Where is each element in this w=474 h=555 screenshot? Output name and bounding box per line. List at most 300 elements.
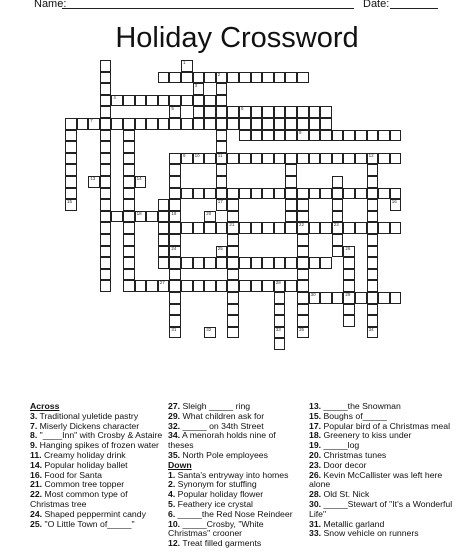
grid-cell[interactable] <box>216 222 228 234</box>
grid-cell[interactable] <box>309 222 321 234</box>
grid-cell[interactable] <box>367 234 379 246</box>
grid-cell[interactable] <box>274 188 286 200</box>
grid-cell[interactable] <box>111 95 123 107</box>
grid-cell[interactable] <box>158 246 170 258</box>
grid-cell[interactable] <box>367 130 379 142</box>
grid-cell[interactable] <box>227 153 239 165</box>
grid-cell[interactable] <box>100 176 112 188</box>
grid-cell[interactable] <box>169 292 181 304</box>
grid-cell[interactable] <box>274 257 286 269</box>
grid-cell[interactable] <box>262 222 274 234</box>
grid-cell[interactable] <box>100 153 112 165</box>
grid-cell[interactable] <box>123 176 135 188</box>
grid-cell[interactable] <box>274 106 286 118</box>
grid-cell[interactable] <box>378 153 390 165</box>
grid-cell[interactable] <box>123 222 135 234</box>
grid-cell[interactable] <box>123 257 135 269</box>
grid-cell[interactable] <box>251 130 263 142</box>
grid-cell[interactable] <box>239 257 251 269</box>
grid-cell[interactable] <box>285 222 297 234</box>
grid-cell[interactable] <box>100 234 112 246</box>
grid-cell[interactable] <box>65 176 77 188</box>
grid-cell[interactable] <box>297 222 309 234</box>
grid-cell[interactable] <box>320 257 332 269</box>
grid-cell[interactable] <box>169 188 181 200</box>
grid-cell[interactable] <box>297 327 309 339</box>
grid-cell[interactable] <box>169 246 181 258</box>
grid-cell[interactable] <box>367 257 379 269</box>
grid-cell[interactable] <box>343 315 355 327</box>
grid-cell[interactable] <box>285 153 297 165</box>
grid-cell[interactable] <box>169 280 181 292</box>
grid-cell[interactable] <box>100 118 112 130</box>
grid-cell[interactable] <box>274 292 286 304</box>
grid-cell[interactable] <box>367 246 379 258</box>
grid-cell[interactable] <box>123 153 135 165</box>
grid-cell[interactable] <box>204 211 216 223</box>
grid-cell[interactable] <box>320 153 332 165</box>
grid-cell[interactable] <box>227 269 239 281</box>
grid-cell[interactable] <box>158 199 170 211</box>
grid-cell[interactable] <box>193 118 205 130</box>
grid-cell[interactable] <box>332 246 344 258</box>
grid-cell[interactable] <box>181 257 193 269</box>
across-clue-list <box>30 412 165 530</box>
grid-cell[interactable] <box>367 153 379 165</box>
grid-cell[interactable] <box>297 280 309 292</box>
grid-cell[interactable] <box>343 304 355 316</box>
grid-cell[interactable] <box>297 130 309 142</box>
grid-cell[interactable] <box>169 211 181 223</box>
grid-cell[interactable] <box>193 83 205 95</box>
grid-cell[interactable] <box>297 234 309 246</box>
grid-cell[interactable] <box>367 211 379 223</box>
clue-item-number: 4. <box>168 489 176 500</box>
grid-cell[interactable] <box>355 188 367 200</box>
grid-cell[interactable] <box>227 106 239 118</box>
grid-cell[interactable] <box>204 257 216 269</box>
grid-cell[interactable] <box>332 222 344 234</box>
grid-cell[interactable] <box>193 153 205 165</box>
grid-cell[interactable] <box>169 315 181 327</box>
grid-cell[interactable] <box>100 130 112 142</box>
grid-cell[interactable] <box>320 188 332 200</box>
grid-cell[interactable] <box>239 188 251 200</box>
grid-cell[interactable] <box>123 164 135 176</box>
grid-cell[interactable] <box>100 269 112 281</box>
grid-cell[interactable] <box>332 211 344 223</box>
grid-cell[interactable] <box>65 164 77 176</box>
grid-cell[interactable] <box>181 72 193 84</box>
grid-cell[interactable] <box>367 292 379 304</box>
grid-cell[interactable] <box>100 199 112 211</box>
grid-cell[interactable] <box>309 130 321 142</box>
grid-cell[interactable] <box>285 211 297 223</box>
grid-cell[interactable] <box>251 188 263 200</box>
grid-cell[interactable] <box>355 130 367 142</box>
grid-cell[interactable] <box>262 72 274 84</box>
grid-cell[interactable] <box>100 72 112 84</box>
grid-cell[interactable] <box>378 292 390 304</box>
grid-cell[interactable] <box>343 257 355 269</box>
grid-cell[interactable] <box>216 141 228 153</box>
grid-cell[interactable] <box>123 141 135 153</box>
grid-cell[interactable] <box>390 292 402 304</box>
grid-cell[interactable] <box>169 199 181 211</box>
grid-cell[interactable] <box>204 118 216 130</box>
grid-cell[interactable] <box>158 222 170 234</box>
grid-cell[interactable] <box>320 118 332 130</box>
grid-cell[interactable] <box>111 118 123 130</box>
grid-cell[interactable] <box>100 164 112 176</box>
grid-cell[interactable] <box>332 130 344 142</box>
grid-cell[interactable] <box>111 211 123 223</box>
grid-cell[interactable] <box>297 246 309 258</box>
grid-cell[interactable] <box>169 327 181 339</box>
grid-cell[interactable] <box>181 95 193 107</box>
grid-cell[interactable] <box>193 72 205 84</box>
grid-cell[interactable] <box>239 280 251 292</box>
grid-cell[interactable] <box>169 176 181 188</box>
grid-cell[interactable] <box>239 222 251 234</box>
grid-cell[interactable] <box>169 72 181 84</box>
grid-cell[interactable] <box>123 95 135 107</box>
grid-cell[interactable] <box>169 106 181 118</box>
grid-cell[interactable] <box>274 72 286 84</box>
grid-cell[interactable] <box>135 176 147 188</box>
grid-cell[interactable] <box>367 164 379 176</box>
grid-cell[interactable] <box>343 188 355 200</box>
grid-cell[interactable] <box>239 106 251 118</box>
grid-cell[interactable] <box>227 280 239 292</box>
grid-cell[interactable] <box>181 118 193 130</box>
grid-cell[interactable] <box>181 222 193 234</box>
grid-cell[interactable] <box>216 95 228 107</box>
grid-cell[interactable] <box>146 280 158 292</box>
grid-cell[interactable] <box>367 222 379 234</box>
grid-cell[interactable] <box>309 188 321 200</box>
grid-cell[interactable] <box>123 280 135 292</box>
clue-item-number: 17. <box>309 420 322 431</box>
grid-cell[interactable] <box>169 118 181 130</box>
grid-cell[interactable] <box>390 130 402 142</box>
grid-cell[interactable] <box>355 292 367 304</box>
grid-cell[interactable] <box>123 234 135 246</box>
grid-cell[interactable] <box>320 222 332 234</box>
grid-cell[interactable] <box>262 188 274 200</box>
grid-cell[interactable] <box>227 234 239 246</box>
grid-cell[interactable] <box>297 257 309 269</box>
grid-cell[interactable] <box>135 95 147 107</box>
grid-cell[interactable] <box>204 72 216 84</box>
grid-cell[interactable] <box>227 211 239 223</box>
grid-cell[interactable] <box>274 338 286 350</box>
grid-cell[interactable] <box>135 118 147 130</box>
grid-cell[interactable] <box>297 269 309 281</box>
grid-cell[interactable] <box>204 280 216 292</box>
grid-cell[interactable] <box>169 269 181 281</box>
grid-cell[interactable] <box>332 234 344 246</box>
grid-cell[interactable] <box>285 257 297 269</box>
grid-cell[interactable] <box>216 72 228 84</box>
grid-cell[interactable] <box>65 153 77 165</box>
grid-cell[interactable] <box>251 72 263 84</box>
grid-cell[interactable] <box>262 257 274 269</box>
grid-cell[interactable] <box>227 118 239 130</box>
grid-cell[interactable] <box>251 106 263 118</box>
grid-cell[interactable] <box>158 257 170 269</box>
grid-cell[interactable] <box>181 280 193 292</box>
grid-cell[interactable] <box>216 164 228 176</box>
grid-cell[interactable] <box>146 118 158 130</box>
grid-cell[interactable] <box>65 188 77 200</box>
grid-cell[interactable] <box>204 106 216 118</box>
grid-cell[interactable] <box>297 292 309 304</box>
grid-cell[interactable] <box>193 188 205 200</box>
grid-cell[interactable] <box>123 246 135 258</box>
grid-cell[interactable] <box>309 106 321 118</box>
grid-cell[interactable] <box>193 222 205 234</box>
grid-cell[interactable] <box>216 257 228 269</box>
grid-cell[interactable] <box>332 188 344 200</box>
grid-cell[interactable] <box>285 176 297 188</box>
grid-cell[interactable] <box>204 153 216 165</box>
grid-cell[interactable] <box>367 327 379 339</box>
grid-cell[interactable] <box>297 199 309 211</box>
grid-cell[interactable] <box>216 188 228 200</box>
grid-cell[interactable] <box>274 315 286 327</box>
grid-cell[interactable] <box>65 141 77 153</box>
grid-cell[interactable] <box>251 257 263 269</box>
grid-cell[interactable] <box>390 188 402 200</box>
grid-cell[interactable] <box>65 130 77 142</box>
grid-cell[interactable] <box>193 280 205 292</box>
grid-cell[interactable] <box>390 199 402 211</box>
grid-cell[interactable] <box>100 257 112 269</box>
grid-cell[interactable] <box>390 153 402 165</box>
grid-cell[interactable] <box>309 292 321 304</box>
grid-cell[interactable] <box>227 304 239 316</box>
grid-cell[interactable] <box>378 222 390 234</box>
grid-cell[interactable] <box>100 222 112 234</box>
grid-cell[interactable] <box>378 188 390 200</box>
grid-cell[interactable] <box>332 199 344 211</box>
grid-cell[interactable] <box>309 118 321 130</box>
grid-cell[interactable] <box>309 153 321 165</box>
grid-cell[interactable] <box>227 257 239 269</box>
grid-cell[interactable] <box>204 188 216 200</box>
grid-cell[interactable] <box>169 164 181 176</box>
grid-cell[interactable] <box>123 269 135 281</box>
grid-cell[interactable] <box>204 222 216 234</box>
grid-cell[interactable] <box>297 188 309 200</box>
grid-cell[interactable] <box>297 315 309 327</box>
grid-cell[interactable] <box>158 95 170 107</box>
grid-cell[interactable] <box>274 130 286 142</box>
grid-cell[interactable] <box>332 292 344 304</box>
grid-cell[interactable] <box>297 304 309 316</box>
grid-cell[interactable] <box>65 199 77 211</box>
grid-cell[interactable] <box>193 106 205 118</box>
grid-cell[interactable] <box>251 118 263 130</box>
grid-cell[interactable] <box>181 153 193 165</box>
grid-cell[interactable] <box>169 95 181 107</box>
grid-cell[interactable] <box>320 106 332 118</box>
grid-cell[interactable] <box>297 211 309 223</box>
grid-cell[interactable] <box>158 118 170 130</box>
grid-cell[interactable] <box>169 222 181 234</box>
grid-cell[interactable] <box>100 60 112 72</box>
grid-cell[interactable] <box>343 153 355 165</box>
grid-cell[interactable] <box>262 153 274 165</box>
grid-cell[interactable] <box>100 95 112 107</box>
grid-cell[interactable] <box>216 118 228 130</box>
grid-cell[interactable] <box>169 153 181 165</box>
grid-cell[interactable] <box>88 176 100 188</box>
grid-cell[interactable] <box>158 72 170 84</box>
grid-cell[interactable] <box>262 118 274 130</box>
grid-cell[interactable] <box>355 153 367 165</box>
grid-cell[interactable] <box>285 199 297 211</box>
grid-cell[interactable] <box>216 153 228 165</box>
grid-cell[interactable] <box>158 234 170 246</box>
grid-cell[interactable] <box>146 211 158 223</box>
grid-cell[interactable] <box>227 188 239 200</box>
grid-cell[interactable] <box>390 222 402 234</box>
grid-cell[interactable] <box>100 280 112 292</box>
grid-cell[interactable] <box>285 188 297 200</box>
grid-cell[interactable] <box>343 292 355 304</box>
grid-cell[interactable] <box>216 199 228 211</box>
grid-cell[interactable] <box>367 304 379 316</box>
grid-cell[interactable] <box>367 199 379 211</box>
grid-cell[interactable] <box>169 257 181 269</box>
grid-cell[interactable] <box>285 280 297 292</box>
grid-cell[interactable] <box>227 327 239 339</box>
grid-cell[interactable] <box>100 246 112 258</box>
grid-cell[interactable] <box>320 130 332 142</box>
grid-cell[interactable] <box>227 315 239 327</box>
grid-cell[interactable] <box>227 222 239 234</box>
grid-cell[interactable] <box>285 118 297 130</box>
grid-cell[interactable] <box>227 246 239 258</box>
grid-cell[interactable] <box>332 153 344 165</box>
grid-cell[interactable] <box>158 280 170 292</box>
grid-cell[interactable] <box>216 176 228 188</box>
grid-cell[interactable] <box>100 211 112 223</box>
grid-cell[interactable] <box>135 280 147 292</box>
grid-cell[interactable] <box>274 304 286 316</box>
grid-cell[interactable] <box>262 130 274 142</box>
grid-cell[interactable] <box>274 222 286 234</box>
grid-cell[interactable] <box>227 292 239 304</box>
grid-cell[interactable] <box>158 211 170 223</box>
grid-cell[interactable] <box>262 280 274 292</box>
grid-cell[interactable] <box>123 188 135 200</box>
grid-cell[interactable] <box>274 153 286 165</box>
grid-cell[interactable] <box>239 118 251 130</box>
grid-cell[interactable] <box>227 199 239 211</box>
grid-cell[interactable] <box>204 327 216 339</box>
grid-cell[interactable] <box>320 292 332 304</box>
grid-cell[interactable] <box>285 72 297 84</box>
grid-cell[interactable] <box>123 130 135 142</box>
grid-cell[interactable] <box>193 95 205 107</box>
grid-cell[interactable] <box>216 280 228 292</box>
grid-cell[interactable] <box>367 176 379 188</box>
grid-cell[interactable] <box>378 130 390 142</box>
grid-cell[interactable] <box>262 106 274 118</box>
grid-cell[interactable] <box>100 106 112 118</box>
grid-cell[interactable] <box>123 199 135 211</box>
grid-cell[interactable] <box>123 211 135 223</box>
grid-cell[interactable] <box>227 72 239 84</box>
grid-cell[interactable] <box>285 106 297 118</box>
grid-cell[interactable] <box>193 257 205 269</box>
grid-cell[interactable] <box>181 60 193 72</box>
grid-cell[interactable] <box>251 222 263 234</box>
grid-cell[interactable] <box>285 164 297 176</box>
grid-cell[interactable] <box>251 153 263 165</box>
grid-cell[interactable] <box>297 72 309 84</box>
grid-cell[interactable] <box>239 130 251 142</box>
grid-cell[interactable] <box>343 246 355 258</box>
grid-cell[interactable] <box>204 95 216 107</box>
grid-cell[interactable] <box>343 280 355 292</box>
grid-cell[interactable] <box>367 269 379 281</box>
grid-cell[interactable] <box>65 118 77 130</box>
grid-cell[interactable] <box>239 153 251 165</box>
grid-cell[interactable] <box>343 222 355 234</box>
grid-cell[interactable] <box>100 188 112 200</box>
grid-cell[interactable] <box>274 327 286 339</box>
grid-cell[interactable] <box>169 304 181 316</box>
grid-cell[interactable] <box>274 280 286 292</box>
grid-cell[interactable] <box>88 118 100 130</box>
clue-item-text: Sleigh _____ ring <box>180 401 251 411</box>
grid-cell[interactable] <box>297 153 309 165</box>
grid-cell[interactable] <box>135 211 147 223</box>
grid-cell[interactable] <box>343 269 355 281</box>
grid-cell[interactable] <box>274 118 286 130</box>
grid-cell[interactable] <box>216 246 228 258</box>
grid-cell[interactable] <box>367 280 379 292</box>
grid-cell[interactable] <box>239 72 251 84</box>
grid-cell[interactable] <box>77 118 89 130</box>
grid-cell[interactable] <box>309 257 321 269</box>
grid-cell[interactable] <box>216 130 228 142</box>
grid-cell[interactable] <box>146 95 158 107</box>
grid-cell[interactable] <box>355 222 367 234</box>
grid-cell[interactable] <box>169 234 181 246</box>
grid-cell[interactable] <box>100 141 112 153</box>
grid-cell[interactable] <box>285 130 297 142</box>
grid-cell[interactable] <box>216 83 228 95</box>
grid-cell[interactable] <box>123 118 135 130</box>
grid-cell[interactable] <box>100 83 112 95</box>
grid-cell[interactable] <box>251 280 263 292</box>
grid-cell[interactable] <box>216 106 228 118</box>
grid-cell[interactable] <box>181 188 193 200</box>
grid-cell[interactable] <box>367 315 379 327</box>
clue-item-number: 12. <box>168 538 181 549</box>
grid-cell[interactable] <box>297 118 309 130</box>
grid-cell[interactable] <box>367 188 379 200</box>
grid-cell[interactable] <box>332 176 344 188</box>
grid-cell[interactable] <box>297 106 309 118</box>
grid-cell[interactable] <box>343 130 355 142</box>
clue-item-number: 15. <box>309 410 322 421</box>
